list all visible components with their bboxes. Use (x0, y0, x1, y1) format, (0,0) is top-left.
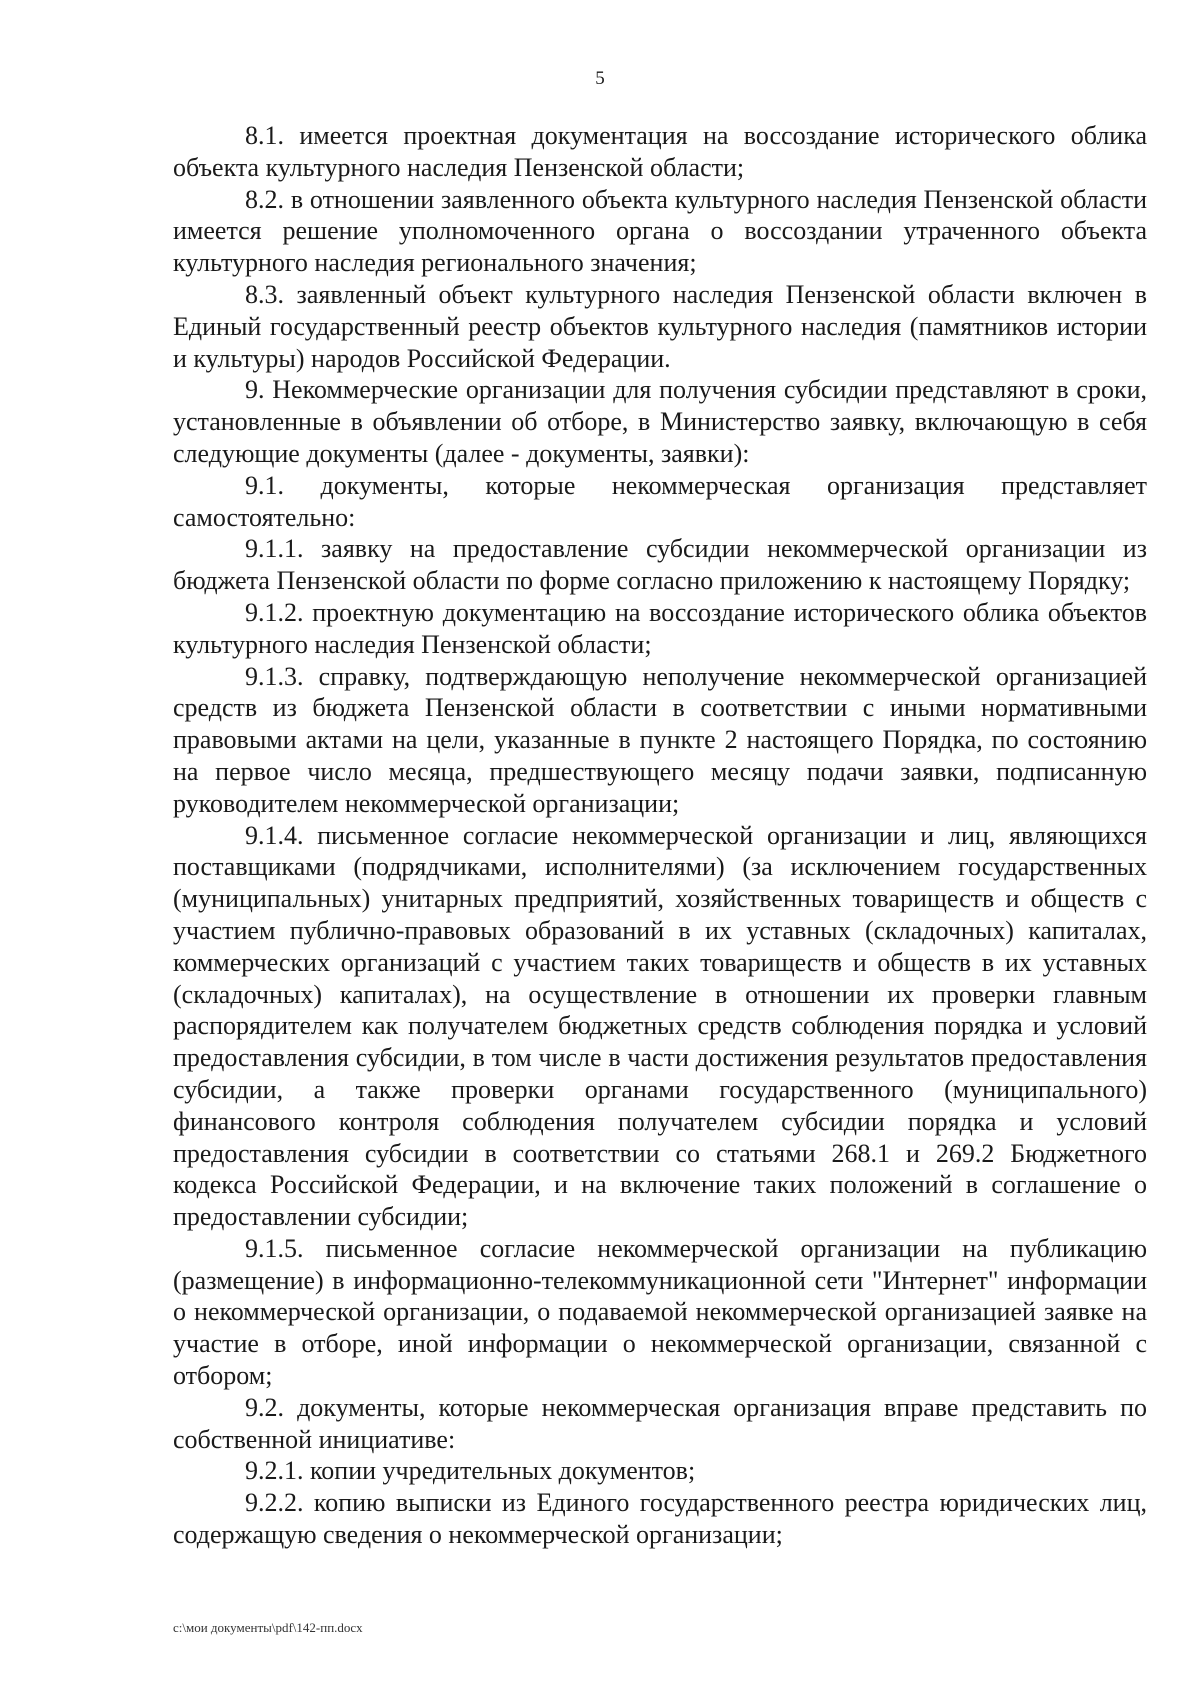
paragraph-9: 9. Некоммерческие организации для получения субсидии представляют в сроки, установленные в объявлении об отборе, в Министерство заявку, включающую в себя следующие документы (далее - документы, заявки): (173, 375, 1147, 468)
paragraph-9-2-2: 9.2.2. копию выписки из Единого государственного реестра юридических лиц, содержащую сведения о некоммерческой организации; (173, 1488, 1147, 1550)
paragraph-9-1-5: 9.1.5. письменное согласие некоммерческой организации на публикацию (размещение) в информационно-телекоммуникационной сети "Интернет" информации о некоммерческой организации, о подаваемой некоммерческой организацией заявке на участие в отборе, иной информации о некоммерческой организации, связанной с отбором; (173, 1233, 1147, 1391)
paragraph-8-1: 8.1. имеется проектная документация на воссоздание исторического облика объекта культурного наследия Пензенской области; (173, 121, 1147, 182)
footer-file-path: c:\мои документы\pdf\142-пп.docx (173, 1620, 363, 1635)
paragraph-9-1-1: 9.1.1. заявку на предоставление субсидии некоммерческой организации из бюджета Пензенской области по форме согласно приложению к настоящему Порядку; (173, 534, 1147, 596)
paragraph-9-1-2: 9.1.2. проектную документацию на воссоздание исторического облика объектов культурного наследия Пензенской области; (173, 597, 1147, 659)
paragraph-8-3: 8.3. заявленный объект культурного наследия Пензенской области включен в Единый государственный реестр объектов культурного наследия (памятников истории и культуры) народов Российской Федерации. (173, 279, 1147, 373)
paragraph-9-1-4: 9.1.4. письменное согласие некоммерческой организации и лиц, являющихся поставщиками (подрядчиками, исполнителями) (за исключением государственных (муниципальных) унитарных предприятий, хозяйственных товариществ и обществ с участием публично-правовых образований в их уставных (складочных) капиталах, коммерческих организаций с участием таких товариществ и обществ в их уставных (складочных) капиталах), на осуществление в отношении их проверки главным распорядителем как получателем бюджетных средств соблюдения порядка и условий предоставления субсидии, в том числе в части достижения результатов предоставления субсидии, а также проверки органами государственного (муниципального) финансового контроля соблюдения получателем субсидии порядка и условий предоставления субсидии в соответствии со статьями 268.1 и 269.2 Бюджетного кодекса Российской Федерации, и на включение таких положений в соглашение о предоставлении субсидии; (173, 820, 1147, 1232)
paragraph-9-1: 9.1. документы, которые некоммерческая организация представляет самостоятельно: (173, 470, 1147, 532)
paragraph-9-2: 9.2. документы, которые некоммерческая организация вправе представить по собственной инициативе: (173, 1392, 1147, 1454)
paragraph-8-2: 8.2. в отношении заявленного объекта культурного наследия Пензенской области имеется решение уполномоченного органа о воссоздании утраченного объекта культурного наследия регионального значения; (173, 184, 1147, 278)
paragraph-9-2-1: 9.2.1. копии учредительных документов; (245, 1456, 696, 1486)
paragraph-9-1-3: 9.1.3. справку, подтверждающую неполучение некоммерческой организацией средств из бюджета Пензенской области в соответствии с иными нормативными правовыми актами на цели, указанные в пункте 2 настоящего Порядка, по состоянию на первое число месяца, предшествующего месяцу подачи заявки, подписанную руководителем некоммерческой организации; (173, 661, 1147, 818)
page-number: 5 (595, 68, 605, 89)
document-body (173, 120, 1147, 1551)
